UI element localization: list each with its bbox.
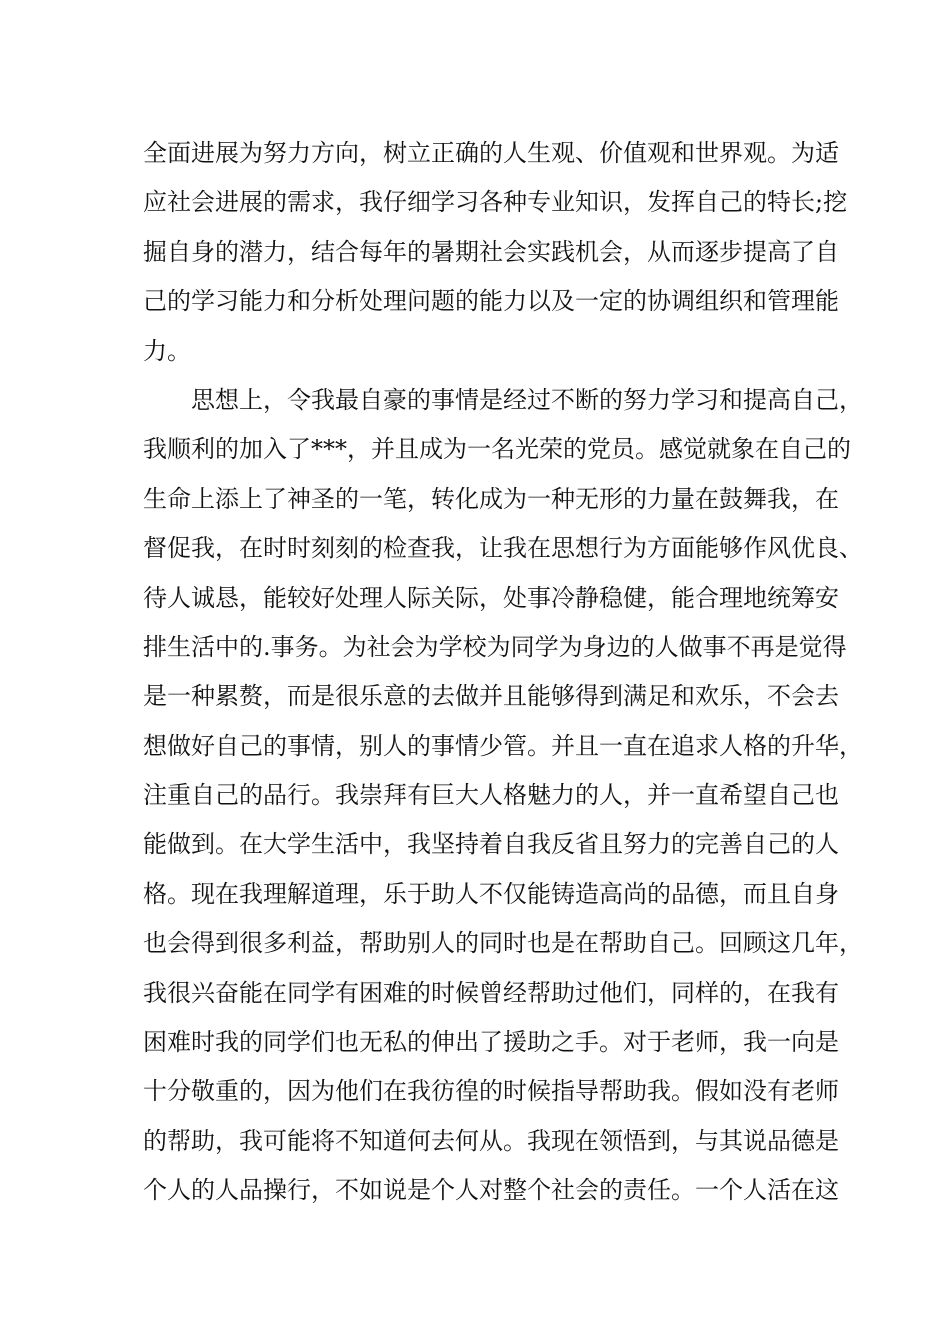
text-line: 掘自身的潜力，结合每年的暑期社会实践机会，从而逐步提高了自 xyxy=(143,237,839,266)
text-line: 应社会进展的需求，我仔细学习各种专业知识，发挥自己的特长;挖 xyxy=(143,188,848,217)
text-line: 十分敬重的，因为他们在我彷徨的时候指导帮助我。假如没有老师 xyxy=(143,1077,839,1106)
paragraph-start-line: 思想上，令我最自豪的事情是经过不断的努力学习和提高自己， xyxy=(191,385,863,414)
text-line: 注重自己的品行。我崇拜有巨大人格魅力的人，并一直希望自己也 xyxy=(143,781,839,810)
text-line: 格。现在我理解道理，乐于助人不仅能铸造高尚的品德，而且自身 xyxy=(143,879,839,908)
text-line: 力。 xyxy=(143,336,191,365)
text-line: 己的学习能力和分析处理问题的能力以及一定的协调组织和管理能 xyxy=(143,287,839,316)
document-body xyxy=(143,129,863,1216)
text-line: 生命上添上了神圣的一笔，转化成为一种无形的力量在鼓舞我，在 xyxy=(143,484,839,513)
text-line: 全面进展为努力方向，树立正确的人生观、价值观和世界观。为适 xyxy=(143,139,839,167)
text-line: 能做到。在大学生活中，我坚持着自我反省且努力的完善自己的人 xyxy=(143,830,839,859)
text-line: 也会得到很多利益，帮助别人的同时也是在帮助自己。回顾这几年， xyxy=(143,929,863,958)
text-line: 排生活中的.事务。为社会为学校为同学为身边的人做事不再是觉得 xyxy=(143,632,847,661)
text-line: 个人的人品操行，不如说是个人对整个社会的责任。一个人活在这 xyxy=(143,1176,839,1205)
text-line: 我顺利的加入了***，并且成为一名光荣的党员。感觉就象在自己的 xyxy=(143,435,851,464)
text-line: 是一种累赘，而是很乐意的去做并且能够得到满足和欢乐，不会去 xyxy=(143,682,839,711)
text-line: 待人诚恳，能较好处理人际关际，处事冷静稳健，能合理地统筹安 xyxy=(143,583,839,612)
text-line: 我很兴奋能在同学有困难的时候曾经帮助过他们，同样的，在我有 xyxy=(143,978,839,1007)
text-line: 督促我，在时时刻刻的检查我，让我在思想行为方面能够作风优良、 xyxy=(143,534,863,563)
text-line: 想做好自己的事情，别人的事情少管。并且一直在追求人格的升华， xyxy=(143,731,863,760)
text-line: 的帮助，我可能将不知道何去何从。我现在领悟到，与其说品德是 xyxy=(143,1126,839,1155)
text-line: 困难时我的同学们也无私的伸出了援助之手。对于老师，我一向是 xyxy=(143,1028,839,1057)
